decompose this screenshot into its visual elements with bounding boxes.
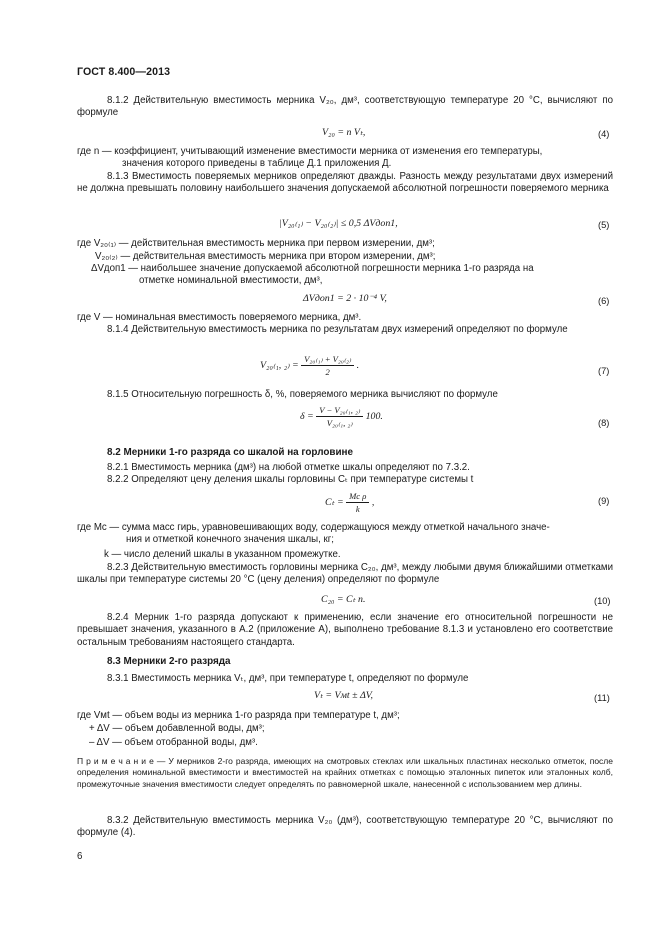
formula-11-number: (11) [594,693,610,703]
formula-8-numerator: V − V₂₀₍₁, ₂₎ [316,405,363,417]
paragraph-8-2-2: 8.2.2 Определяют цену деления шкалы горловины Cₜ при температуре системы t [107,474,474,485]
paragraph-8-3-2: 8.3.2 Действительную вместимость мерника V₂₀ (дм³), соответствующую температуре 20 °С, вычисляют по формуле (4). [77,815,613,839]
where-9-line-2: ния и отметкой конечного значения шкалы, кг; [126,534,334,545]
formula-7-denominator: 2 [325,367,330,377]
formula-7-number: (7) [598,366,610,376]
formula-4-number: (4) [598,129,610,139]
formula-11: Vₜ = Vмt ± ΔV, [314,690,374,701]
formula-8 [300,405,383,428]
where-11-line-1: где Vмt — объем воды из мерника 1-го разряда при температуре t, дм³; [77,710,400,721]
section-8-2-title: 8.2 Мерники 1-го разряда со шкалой на горловине [107,447,353,458]
paragraph-8-2-4: 8.2.4 Мерник 1-го разряда допускают к применению, если значение его относительной погрешности не превышает значения, указанного в А.2 (приложение А), выполнено требование 8.1.3 и установлено его соответствие остальным требованиям настоящего стандарта. [77,612,613,648]
formula-4: V₂₀ = n Vₜ, [322,127,366,138]
where-9-line-3: k — число делений шкалы в указанном промежутке. [104,549,341,560]
where-6: где V — номинальная вместимость поверяемого мерника, дм³. [77,312,362,323]
formula-8-fraction [316,405,363,428]
formula-7-numerator: V₂₀₍₁₎ + V₂₀₍₂₎ [301,354,354,366]
where-4-line-1: где n — коэффициент, учитывающий изменение вместимости мерника от изменения его температуры, [77,146,543,157]
paragraph-8-1-3: 8.1.3 Вместимость поверяемых мерников определяют дважды. Разность между результатами двух измерений не должна превышать половину наибольшего значения допускаемой абсолютной погрешности поверяемого мерника [77,171,613,195]
document-header: ГОСТ 8.400—2013 [77,66,171,78]
where-5-line-4: отметке номинальной вместимости, дм³, [139,275,323,286]
where-5-line-2: V₂₀₍₂₎ — действительная вместимость мерника при втором измерении, дм³; [95,251,436,262]
where-4-line-2: значения которого приведены в таблице Д.1 приложения Д. [122,158,392,169]
where-5-line-3: ΔVдоп1 — наибольшее значение допускаемой абсолютной погрешности мерника 1-го разряда на [91,263,534,274]
formula-10: C₂₀ = Cₜ n. [321,594,366,605]
formula-8-lhs: δ = [300,410,314,422]
formula-9 [325,491,374,514]
formula-9-lhs: Cₜ = [325,496,344,508]
formula-7 [260,354,359,377]
formula-10-number: (10) [594,596,611,606]
where-11-line-3: – ΔV — объем отобранной воды, дм³. [89,737,258,748]
formula-8-number: (8) [598,418,610,428]
paragraph-8-3-1: 8.3.1 Вместимость мерника Vₜ, дм³, при температуре t, определяют по формуле [107,673,469,684]
formula-8-tail: 100. [365,410,383,422]
formula-9-denominator: k [355,504,360,514]
formula-8-denominator: V₂₀₍₁, ₂₎ [326,418,353,428]
paragraph-8-1-4: 8.1.4 Действительную вместимость мерника по результатам двух измерений определяют по формуле [107,324,568,335]
formula-7-tail: . [356,359,360,371]
formula-7-lhs: V₂₀₍₁, ₂₎ = [260,359,299,371]
formula-5-number: (5) [598,220,610,230]
formula-6-number: (6) [598,296,610,306]
formula-9-number: (9) [598,496,610,506]
paragraph-8-1-5: 8.1.5 Относительную погрешность δ, %, поверяемого мерника вычисляют по формуле [107,389,498,400]
paragraph-8-2-1: 8.2.1 Вместимость мерника (дм³) на любой отметке шкалы определяют по 7.3.2. [107,462,470,473]
where-11-line-2: + ΔV — объем добавленной воды, дм³; [89,723,265,734]
formula-9-tail: , [371,496,375,508]
note-paragraph: П р и м е ч а н и е — У мерников 2-го разряда, имеющих на смотровых стеклах или шкальных пластинах несколько отметок, после определения номинальной вместимости и вместимостей на крайних отметках с помощью эталонных пипеток или эталонных колб, промежуточные значения вместимости следует определять по равномерной шкале, нанесенной с использованием мер длины. [77,756,613,789]
formula-6: ΔVдоп1 = 2 · 10⁻⁴ V, [303,293,387,304]
formula-9-fraction [346,491,369,514]
section-8-3-title: 8.3 Мерники 2-го разряда [107,656,231,667]
formula-5: |V₂₀₍₁₎ − V₂₀₍₂₎| ≤ 0,5 ΔVдоп1, [279,218,398,229]
paragraph-8-2-3: 8.2.3 Действительную вместимость горловины мерника C₂₀, дм³, между любыми двумя ближайшими отметками шкалы при температуре системы 20 °С (цену деления) определяют по формуле [77,562,613,586]
formula-9-numerator: Mc ρ [346,491,369,503]
where-9-line-1: где Mc — сумма масс гирь, уравновешивающих воду, содержащуюся между отметкой начального значе- [77,522,550,533]
formula-7-fraction [301,354,354,377]
page-number: 6 [77,851,83,862]
where-5-line-1: где V₂₀₍₁₎ — действительная вместимость мерника при первом измерении, дм³; [77,238,435,249]
paragraph-8-1-2: 8.1.2 Действительную вместимость мерника V₂₀, дм³, соответствующую температуре 20 °С, вычисляют по формуле [77,95,613,119]
